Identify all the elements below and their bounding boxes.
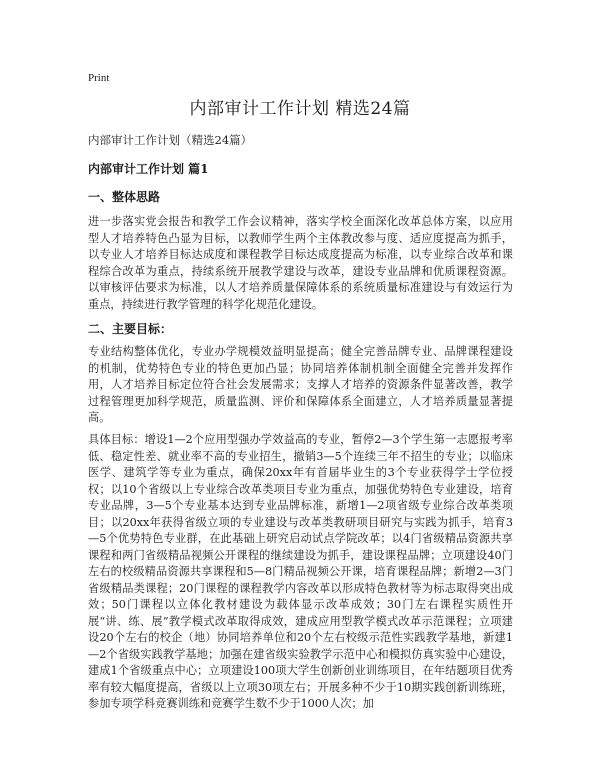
- heading-overall-approach: 一、整体思路: [88, 190, 161, 204]
- print-label: Print: [88, 72, 110, 84]
- paragraph-overall-approach: 进一步落实党会报告和教学工作会议精神，落实学校全面深化改革总体方案，以应用型人才培养特色凸显为目标，以教师学生两个主体教改参与度、适应度提高为抓手，以专业人才培养目标达成度和课程教学目标达成度提高为标准，以专业综合改革和课程综合改革为重点，持续系统开展教学建设与改革，建设专业品牌和优质课程资源。以审核评估要求为标准，以人才培养质量保障体系的系统质量标准建设与有效运行为重点，持续进行教学管理的科学化规范化建设。: [88, 215, 513, 311]
- document-title: 内部审计工作计划 精选24篇: [189, 99, 411, 119]
- heading-main-goals: 二、主要目标：: [88, 322, 173, 336]
- paragraph-main-goals: 专业结构整体优化，专业办学规模效益明显提高；健全完善品牌专业、品牌课程建设的机制，优势特色专业的特色更加凸显；协同培养体制机制全面健全完善并发挥作用，人才培养目标定位符合社会发展需求；支撑人才培养的资源条件显著改善，教学过程管理更加科学规范，质量监测、评价和保障体系全面建立，人才培养质量显著提高。: [88, 345, 513, 424]
- section-title: 内部审计工作计划 篇1: [88, 162, 209, 176]
- paragraph-specific-goals: 具体目标：增设1—2个应用型强办学效益高的专业，暂停2—3个学生第一志愿报考率低、稳定性差、就业率不高的专业招生，撤销3—5个连续三年不招生的专业；以临床医学、建筑学等专业为重点，确保20xx年有首届毕业生的3个专业获得学士学位授权；以10个省级以上专业综合改革类项目专业为重点，加强优势特色专业建设，培育专业品牌，3—5个专业基本达到专业品牌标准，新增1—2项省级专业综合改革类项目；以20xx年获得省级立项的专业建设与改革类教研项目研究与实践为抓手，培育3—5个优势特色专业群，在此基础上研究启动试点学院改革；以4门省级精品资源共享课程和两门省级精品视频公开课程的继续建设为抓手，建设课程品牌；立项建设40门左右的校级精品资源共享课程和5—8门精品视频公开课，培育课程品牌；新增2—3门省级精品类课程；20门课程的课程教学内容改革以形成特色教材等为标志取得突出成效；50门课程以立体化教材建设为载体显示改革成效；30门左右课程实质性开展“讲、练、展”教学模式改革取得成效，建成应用型教学模式改革示范课程；立项建设20个左右的校企（地）协同培养单位和20个左右校级示范性实践教学基地，新建1—2个省级实践教学基地；加强在建省级实验教学示范中心和模拟仿真实验中心建设，建成1个省级重点中心；立项建设100项大学生创新创业训练项目，在年结题项目优秀率有较大幅度提高，省级以上立项30项左右；开展多种不少于10期实践创新训练班，参加专项学科竞赛训练和竞赛学生数不少于1000人次；加: [88, 433, 513, 710]
- document-subtitle: 内部审计工作计划（精选24篇）: [88, 133, 253, 147]
